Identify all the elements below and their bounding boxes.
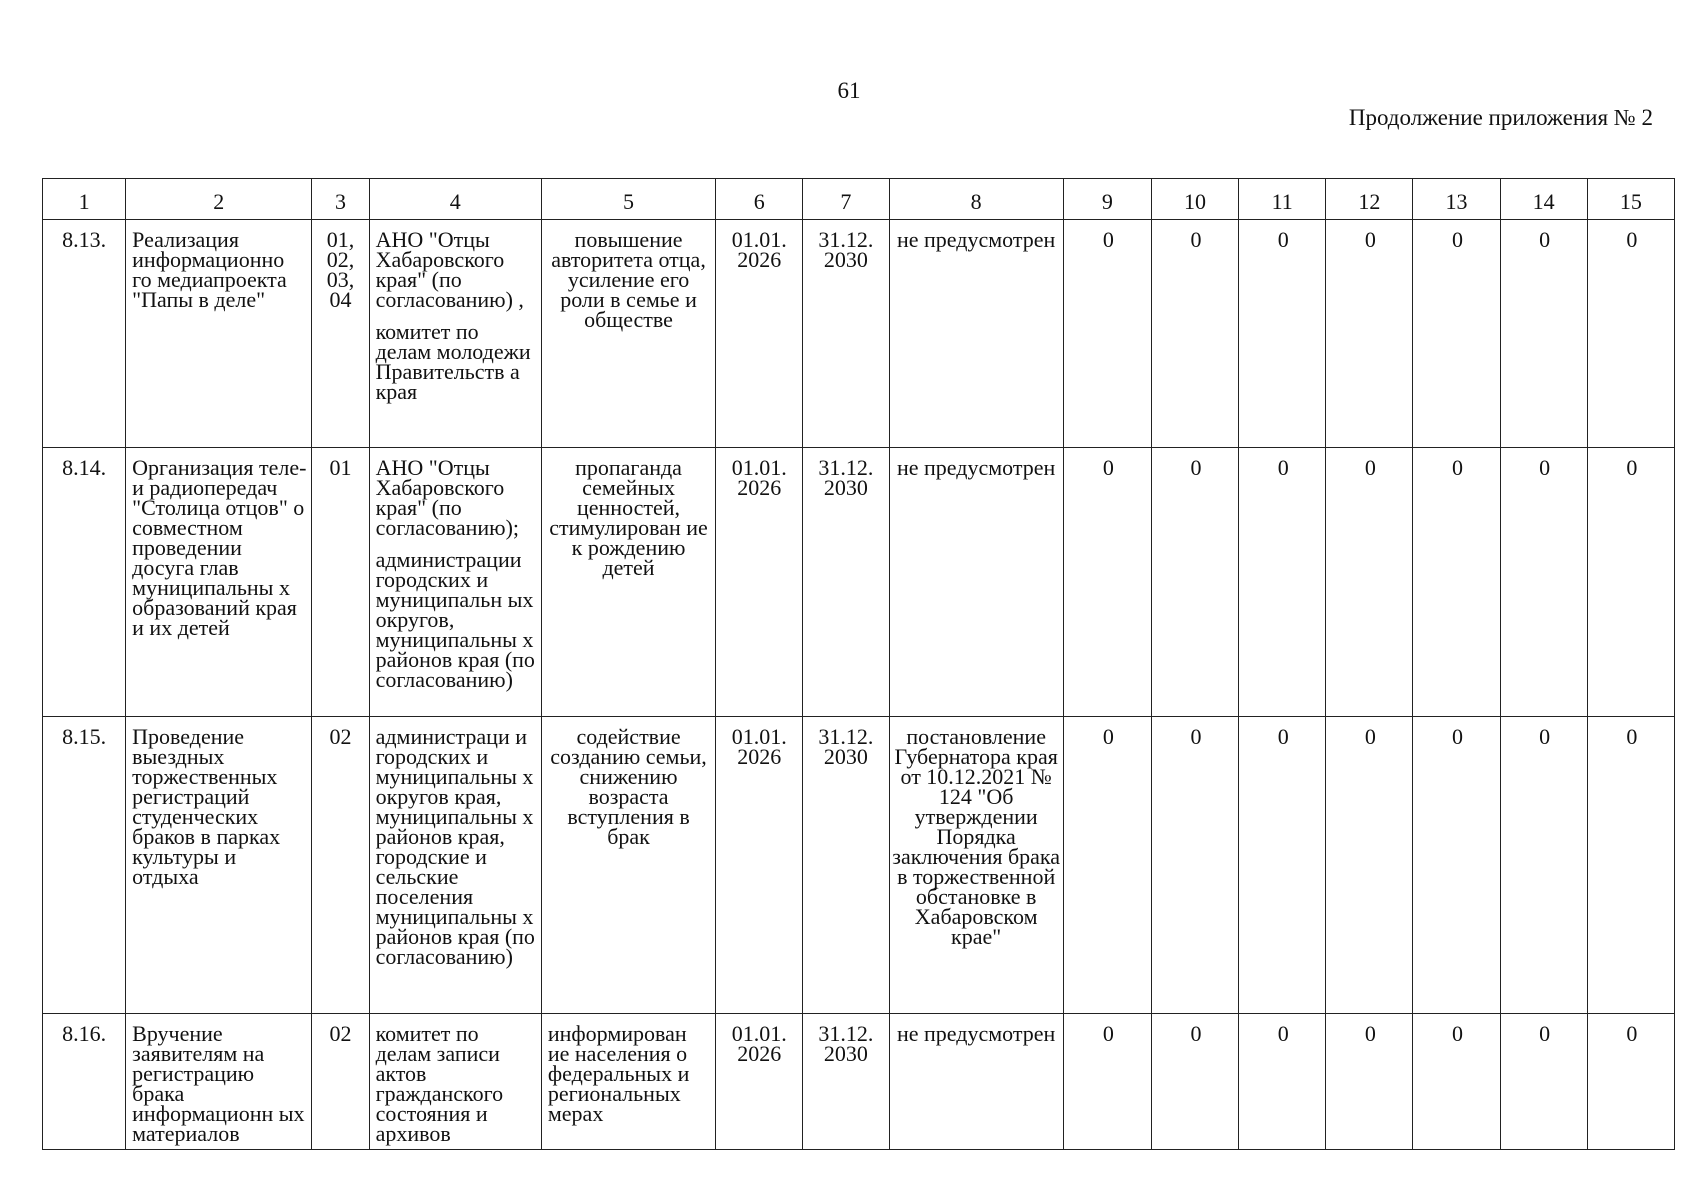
funding-value-cell [1500,717,1587,1014]
funding-value-cell [1239,717,1326,1014]
funding-value-cell [1063,220,1151,448]
funding-value: 0 [1626,455,1638,480]
header-row [43,179,1675,220]
funding-value-cell [1063,1014,1151,1150]
funding-value-cell [1239,448,1326,717]
executor-line: администраци и городских и муниципальны х округов края, муниципальны х районов края, городские и сельские поселения муниципальны х районов края (по согласованию) [375,724,535,969]
funding-value: 0 [1364,455,1376,480]
funding-value: 0 [1364,227,1376,252]
funding-value-cell [1239,220,1326,448]
legal-basis: не предусмотрен [897,455,1056,480]
measure-name-cell [126,717,312,1014]
expected-result: повышение авторитета отца, усиление его роли в семье и обществе [551,227,706,332]
funding-value: 0 [1539,724,1551,749]
expected-result: информирован ие населения о федеральных и региональных мерах [547,1021,690,1126]
column-header: 7 [803,179,889,220]
column-header: 10 [1151,179,1238,220]
expected-result-cell [541,220,715,448]
task-codes-cell [312,1014,369,1150]
funding-value: 0 [1626,227,1638,252]
funding-value-cell [1151,1014,1238,1150]
funding-value: 0 [1277,227,1289,252]
funding-value-cell [1063,448,1151,717]
funding-value-cell [1413,1014,1500,1150]
measure-name-cell [126,448,312,717]
funding-value: 0 [1452,455,1464,480]
column-header: 6 [716,179,803,220]
executor-line: АНО "Отцы Хабаровского края" (по согласованию) , [375,227,524,312]
measure-name: Реализация информационно го медиапроекта "Папы в деле" [132,227,287,312]
end-date: 31.12. 2030 [818,227,874,272]
end-date-cell [803,448,889,717]
item-number-cell [43,448,126,717]
expected-result-cell [541,717,715,1014]
funding-value-cell [1326,717,1413,1014]
task-codes-cell [312,717,369,1014]
funding-value-cell [1587,1014,1674,1150]
column-header: 15 [1587,179,1674,220]
page-number: 61 [837,78,861,103]
start-date-cell [716,1014,803,1150]
funding-value: 0 [1190,724,1202,749]
executor-line: комитет по делам записи актов гражданского состояния и архивов [375,1021,504,1146]
executor-line: администрации городских и муниципальн ых округов, муниципальны х районов края (по согласованию) [375,547,535,692]
funding-value-cell [1151,448,1238,717]
executor-cell [369,448,541,717]
funding-value-cell [1326,220,1413,448]
funding-value-cell [1413,448,1500,717]
measure-name: Проведение выездных торжественных регистраций студенческих браков в парках культуры и отдыха [132,724,281,889]
start-date-cell [716,220,803,448]
legal-basis: не предусмотрен [897,227,1056,252]
funding-value: 0 [1452,724,1464,749]
end-date-cell [803,717,889,1014]
funding-value: 0 [1190,1021,1202,1046]
item-number: 8.16. [62,1021,107,1046]
funding-value-cell [1587,220,1674,448]
column-header: 2 [126,179,312,220]
end-date-cell [803,1014,889,1150]
legal-basis-cell [889,1014,1063,1150]
funding-value-cell [1239,1014,1326,1150]
column-header: 9 [1063,179,1151,220]
start-date: 01.01. 2026 [731,724,787,769]
measure-name-cell [126,1014,312,1150]
task-codes: 01, 02, 03, 04 [326,227,355,312]
funding-value-cell [1587,448,1674,717]
column-header: 12 [1326,179,1413,220]
funding-value-cell [1326,1014,1413,1150]
funding-value: 0 [1539,1021,1551,1046]
expected-result: пропаганда семейных ценностей, стимулирован ие к рождению детей [549,455,708,580]
item-number: 8.14. [62,455,107,480]
funding-value-cell [1151,220,1238,448]
funding-value-cell [1500,1014,1587,1150]
funding-value-cell [1500,448,1587,717]
task-codes-cell [312,220,369,448]
expected-result-cell [541,448,715,717]
funding-value: 0 [1626,724,1638,749]
end-date: 31.12. 2030 [818,724,874,769]
legal-basis: не предусмотрен [897,1021,1056,1046]
task-codes: 01 [329,455,352,480]
funding-value: 0 [1452,227,1464,252]
funding-value: 0 [1539,455,1551,480]
item-number: 8.13. [62,227,107,252]
funding-value: 0 [1626,1021,1638,1046]
start-date-cell [716,717,803,1014]
funding-value: 0 [1190,227,1202,252]
legal-basis-cell [889,220,1063,448]
column-header: 13 [1413,179,1500,220]
task-codes: 02 [329,724,352,749]
funding-value: 0 [1102,455,1114,480]
legal-basis: постановление Губернатора края от 10.12.2021 № 124 "Об утверждении Порядка заключения брака в торжественной обстановке в Хабаровском крае" [892,724,1061,949]
task-codes-cell [312,448,369,717]
end-date-cell [803,220,889,448]
funding-value-cell [1151,717,1238,1014]
column-header: 8 [889,179,1063,220]
funding-value: 0 [1277,724,1289,749]
column-header: 1 [43,179,126,220]
executor-line: комитет по делам молодежи Правительств а края [375,319,531,404]
task-codes: 02 [329,1021,352,1046]
start-date-cell [716,448,803,717]
measure-name-cell [126,220,312,448]
executor-cell [369,220,541,448]
column-header: 3 [312,179,369,220]
column-header: 5 [541,179,715,220]
funding-value-cell [1587,717,1674,1014]
funding-value-cell [1063,717,1151,1014]
funding-value: 0 [1539,227,1551,252]
item-number-cell [43,220,126,448]
funding-value-cell [1413,220,1500,448]
expected-result-cell [541,1014,715,1150]
expected-result: содействие созданию семьи, снижению возраста вступления в брак [550,724,707,849]
funding-value: 0 [1190,455,1202,480]
table-row [43,448,1675,717]
funding-value-cell [1326,448,1413,717]
table-row [43,220,1675,448]
appendix-continuation-note: Продолжение приложения № 2 [1348,105,1653,130]
funding-value: 0 [1364,1021,1376,1046]
funding-value: 0 [1102,724,1114,749]
funding-value: 0 [1364,724,1376,749]
item-number-cell [43,1014,126,1150]
end-date: 31.12. 2030 [818,1021,874,1066]
funding-value: 0 [1277,455,1289,480]
funding-value: 0 [1102,1021,1114,1046]
column-header: 4 [369,179,541,220]
legal-basis-cell [889,717,1063,1014]
item-number: 8.15. [62,724,107,749]
executor-line: АНО "Отцы Хабаровского края" (по согласованию); [375,455,520,540]
funding-value: 0 [1452,1021,1464,1046]
measure-name: Организация теле- и радиопередач "Столица отцов" о совместном проведении досуга глав муниципальны х образований края и их детей [132,455,307,640]
legal-basis-cell [889,448,1063,717]
executor-cell [369,1014,541,1150]
funding-value: 0 [1102,227,1114,252]
start-date: 01.01. 2026 [731,1021,787,1066]
start-date: 01.01. 2026 [731,455,787,500]
table-row [43,1014,1675,1150]
start-date: 01.01. 2026 [731,227,787,272]
measure-name: Вручение заявителям на регистрацию брака информационн ых материалов [132,1021,305,1146]
funding-value: 0 [1277,1021,1289,1046]
column-header: 14 [1500,179,1587,220]
funding-value-cell [1413,717,1500,1014]
funding-value-cell [1500,220,1587,448]
column-header: 11 [1239,179,1326,220]
executor-cell [369,717,541,1014]
item-number-cell [43,717,126,1014]
table-row [43,717,1675,1014]
end-date: 31.12. 2030 [818,455,874,500]
measures-table [42,178,1675,1150]
